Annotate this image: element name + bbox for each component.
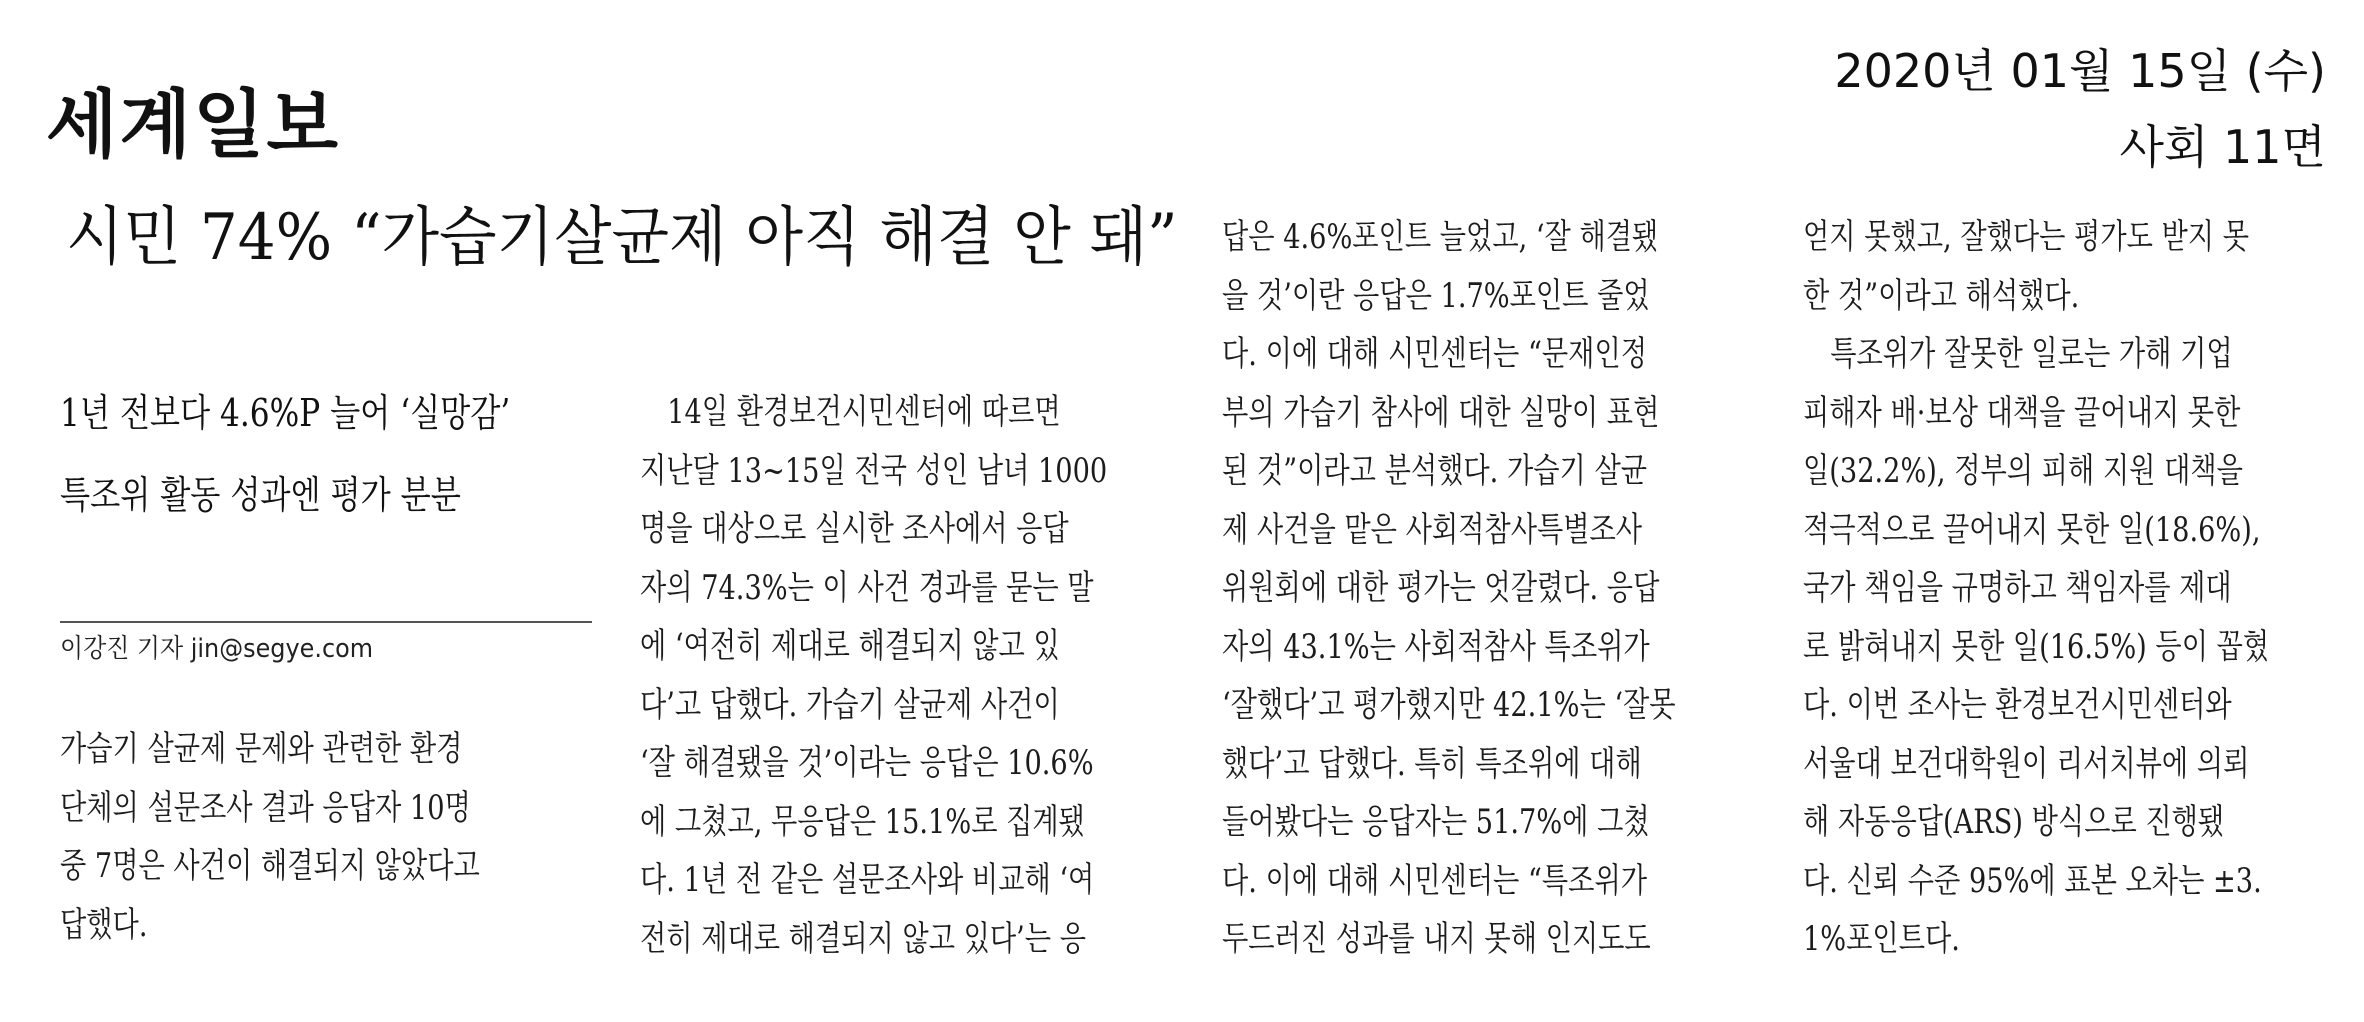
article-subhead: 특조위 활동 성과엔 평가 분분 [60,473,461,517]
text-line: 다. 이에 대해 시민센터는 “특조위가 [1222,860,1647,901]
text-line: 자의 43.1%는 사회적참사 특조위가 [1222,626,1650,667]
article-headline: 시민 74% “가습기살균제 아직 해결 안 돼” [66,201,1178,275]
section-page-label: 사회 11면 [2119,120,2326,174]
text-line: 을 것’이란 응답은 1.7%포인트 줄었 [1222,275,1650,316]
text-line: 다. 1년 전 같은 설문조사와 비교해 ‘여 [640,860,1095,900]
text-line: ‘잘 해결됐을 것’이라는 응답은 10.6% [640,743,1094,783]
text-line: 답은 4.6%포인트 늘었고, ‘잘 해결됐 [1222,217,1659,257]
text-line: 서울대 보건대학원이 리서치뷰에 의뢰 [1803,743,2250,784]
text-line: 제 사건을 맡은 사회적참사특별조사 [1222,509,1643,550]
text-line: 한 것”이라고 해석했다. [1803,275,2080,316]
text-line: 국가 책임을 규명하고 책임자를 제대 [1803,568,2232,608]
text-line: 부의 가습기 참사에 대한 실망이 표현 [1222,392,1660,433]
text-line: 해 자동응답(ARS) 방식으로 진행됐 [1803,802,2225,842]
text-line: 했다’고 답했다. 특히 특조위에 대해 [1222,743,1642,784]
text-line: ‘잘했다’고 평가했지만 42.1%는 ‘잘못 [1222,685,1676,725]
text-line: 적극적으로 끌어내지 못한 일(18.6%), [1803,509,2261,550]
newspaper-masthead: 세계일보 [46,82,340,168]
text-line: 들어봤다는 응답자는 51.7%에 그쳤 [1222,802,1650,842]
text-line: 다. 신뢰 수준 95%에 표본 오차는 ±3. [1803,860,2262,901]
article-subhead: 1년 전보다 4.6%P 늘어 ‘실망감’ [60,391,511,435]
text-line: 1%포인트다. [1803,919,1960,959]
text-line: 두드러진 성과를 내지 못해 인지도도 [1222,919,1651,959]
text-line: 전히 제대로 해결되지 않고 있다’는 응 [640,918,1087,959]
text-line: 피해자 배·보상 대책을 끌어내지 못한 [1803,392,2241,433]
publication-date: 2020년 01월 15일 (수) [1834,44,2326,98]
article-column-2 [1222,208,1789,969]
text-line: 자의 74.3%는 이 사건 경과를 묻는 말 [640,567,1094,608]
text-line: 에 ‘여전히 제대로 해결되지 않고 있 [640,626,1060,666]
text-line: 가습기 살균제 문제와 관련한 환경 [60,729,463,769]
text-line: 단체의 설문조사 결과 응답자 10명 [60,787,471,828]
article-column-1 [640,383,1224,968]
article-byline: 이강진 기자 jin@segye.com [60,634,374,664]
text-line: 지난달 13~15일 전국 성인 남녀 1000 [640,450,1108,491]
article-column-3 [1803,208,2364,969]
text-line: 답했다. [60,904,148,945]
text-line: 명을 대상으로 실시한 조사에서 응답 [640,509,1069,549]
text-line: 일(32.2%), 정부의 피해 지원 대책을 [1803,451,2243,491]
text-line: 된 것”이라고 분석했다. 가습기 살균 [1222,451,1647,491]
text-line: 얻지 못했고, 잘했다는 평가도 받지 못 [1803,217,2250,257]
text-line: 다. 이번 조사는 환경보건시민센터와 [1803,685,2232,725]
text-line: 14일 환경보건시민센터에 따르면 [667,392,1061,432]
text-line: 특조위가 잘못한 일로는 가해 기업 [1830,334,2233,374]
text-line: 위원회에 대한 평가는 엇갈렸다. 응답 [1222,568,1660,608]
byline-divider [60,621,592,623]
text-line: 중 7명은 사건이 해결되지 않았다고 [60,846,480,886]
text-line: 다’고 답했다. 가습기 살균제 사건이 [640,684,1060,725]
text-line: 에 그쳤고, 무응답은 15.1%로 집계됐 [640,801,1085,842]
article-lead-paragraph [60,720,585,954]
text-line: 로 밝혀내지 못한 일(16.5%) 등이 꼽혔 [1803,626,2270,667]
text-line: 다. 이에 대해 시민센터는 “문재인정 [1222,334,1647,374]
